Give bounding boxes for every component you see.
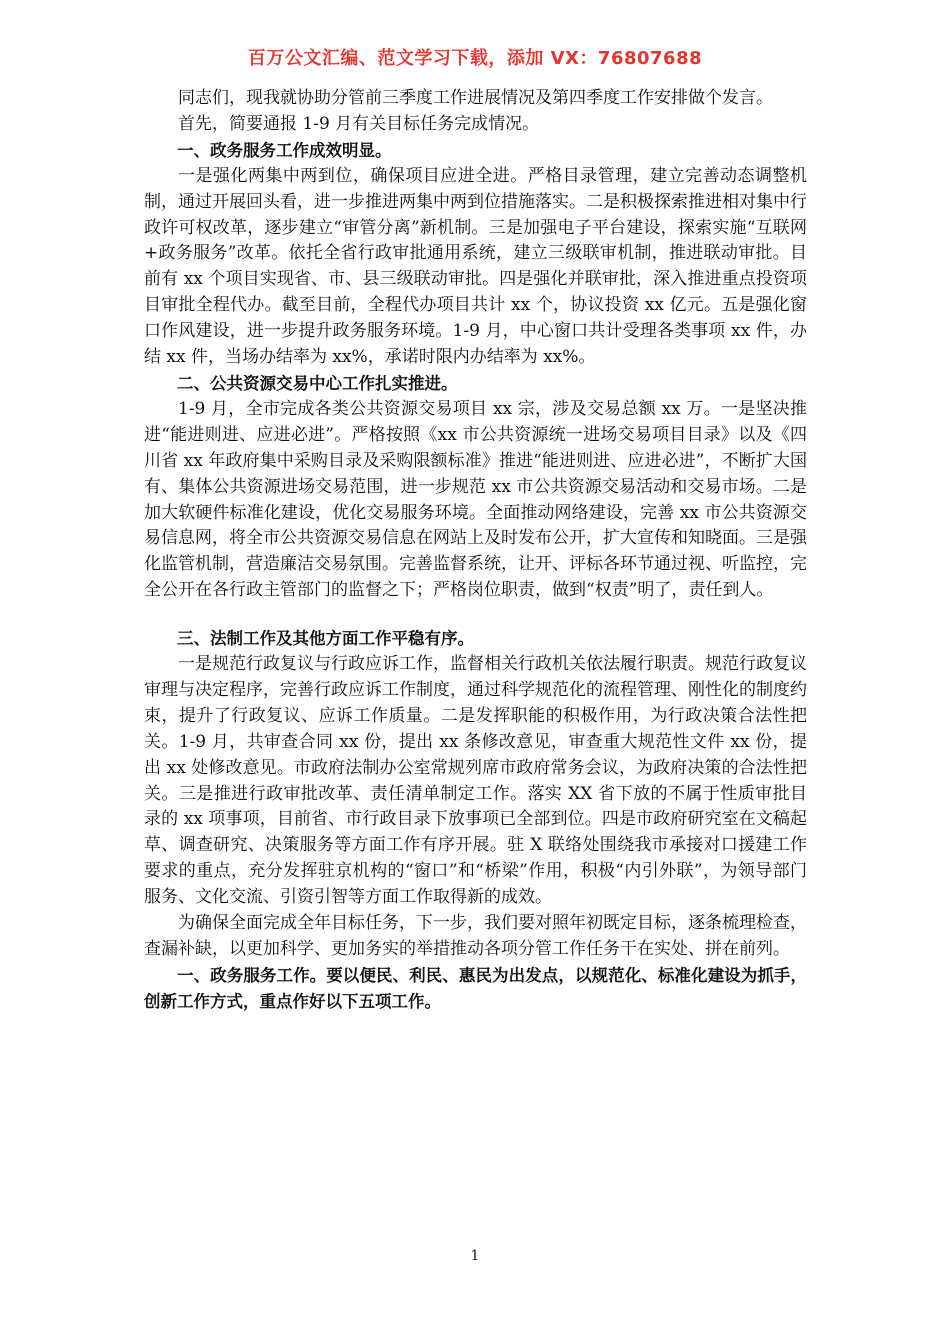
section-heading-plan-1: 一、政务服务工作。要以便民、利民、惠民为出发点，以规范化、标准化建设为抓手，创新工作方式，重点作好以下五项工作。 — [144, 965, 807, 1011]
paragraph-section-1: 一是强化两集中两到位，确保项目应进全进。严格目录管理，建立完善动态调整机制，通过开展回头看，进一步推进两集中两到位措施落实。二是积极探索推进相对集中行政许可权改革，逐步建立“审管分离”新机制。三是加强电子平台建设，探索实施“互联网+政务服务”改革。依托全省行政审批通用系统，建立三级联审机制，推进联动审批。目前有 xx 个项目实现省、市、县三级联动审批。四是强化并联审批，深入推进重点投资项目审批全程代办。截至目前，全程代办项目共计 xx 个，协议投资 xx 亿元。五是强化窗口作风建设，进一步提升政务服务环境。1-9 月，中心窗口共计受理各类事项 xx 件，办结 xx 件，当场办结率为 xx%，承诺时限内办结率为 xx%。 — [144, 165, 807, 368]
paragraph-section-2: 1-9 月，全市完成各类公共资源交易项目 xx 宗，涉及交易总额 xx 万。一是坚决推进“能进则进、应进必进”。严格按照《xx 市公共资源统一进场交易项目目录》以及《四川省 xx 年政府集中采购目录及采购限额标准》推进“能进则进、应进必进”，不断扩大国有、集体公共资源进场交易范围，进一步规范 xx 市公共资源交易活动和交易市场。二是加大软硬件标准化建设，优化交易服务环境。全面推动网络建设，完善 xx 市公共资源交易信息网，将全市公共资源交易信息在网站上及时发布公开，扩大宣传和知晓面。三是强化监管机制，营造廉洁交易氛围。完善监督系统，让开、评标各环节通过视、听监控，完全公开在各行政主管部门的监督之下；严格岗位职责，做到“权责”明了，责任到人。 — [144, 398, 807, 601]
paragraph-next-steps: 为确保全面完成全年目标任务，下一步，我们要对照年初既定目标，逐条梳理检查，查漏补缺，以更加科学、更加务实的举措推动各项分管工作任务干在实处、拼在前列。 — [144, 913, 807, 959]
section-heading-2: 二、公共资源交易中心工作扎实推进。 — [177, 373, 458, 393]
section-heading-3: 三、法制工作及其他方面工作平稳有序。 — [177, 629, 474, 649]
page-number: 1 — [470, 1248, 480, 1264]
paragraph-section-3: 一是规范行政复议与行政应诉工作，监督相关行政机关依法履行职责。规范行政复议审理与决定程序，完善行政应诉工作制度，通过科学规范化的流程管理、刚性化的制度约束，提升了行政复议、应诉工作质量。二是发挥职能的积极作用，为行政决策合法性把关。1-9 月，共审查合同 xx 份，提出 xx 条修改意见，审查重大规范性文件 xx 份，提出 xx 处修改意见。市政府法制办公室常规列席市政府常务会议，为政府决策的合法性把关。三是推进行政审批改革、责任清单制定工作。落实 XX 省下放的不属于性质审批目录的 xx 项事项，目前省、市行政目录下放事项已全部到位。四是市政府研究室在文稿起草、调查研究、决策服务等方面工作有序开展。驻 X 联络处围绕我市承接对口援建工作要求的重点，充分发挥驻京机构的“窗口”和“桥梁”作用，积极“内引外联”，为领导部门服务、文化交流、引资引智等方面工作取得新的成效。 — [144, 654, 807, 908]
paragraph-summary: 首先，简要通报 1-9 月有关目标任务完成情况。 — [178, 113, 540, 134]
document-body — [144, 86, 807, 1015]
paragraph-intro: 同志们，现我就协助分管前三季度工作进展情况及第四季度工作安排做个发言。 — [178, 88, 773, 108]
promo-banner: 百万公文汇编、范文学习下载，添加 VX：76807688 — [247, 48, 703, 69]
section-heading-1: 一、政务服务工作成效明显。 — [177, 140, 392, 160]
